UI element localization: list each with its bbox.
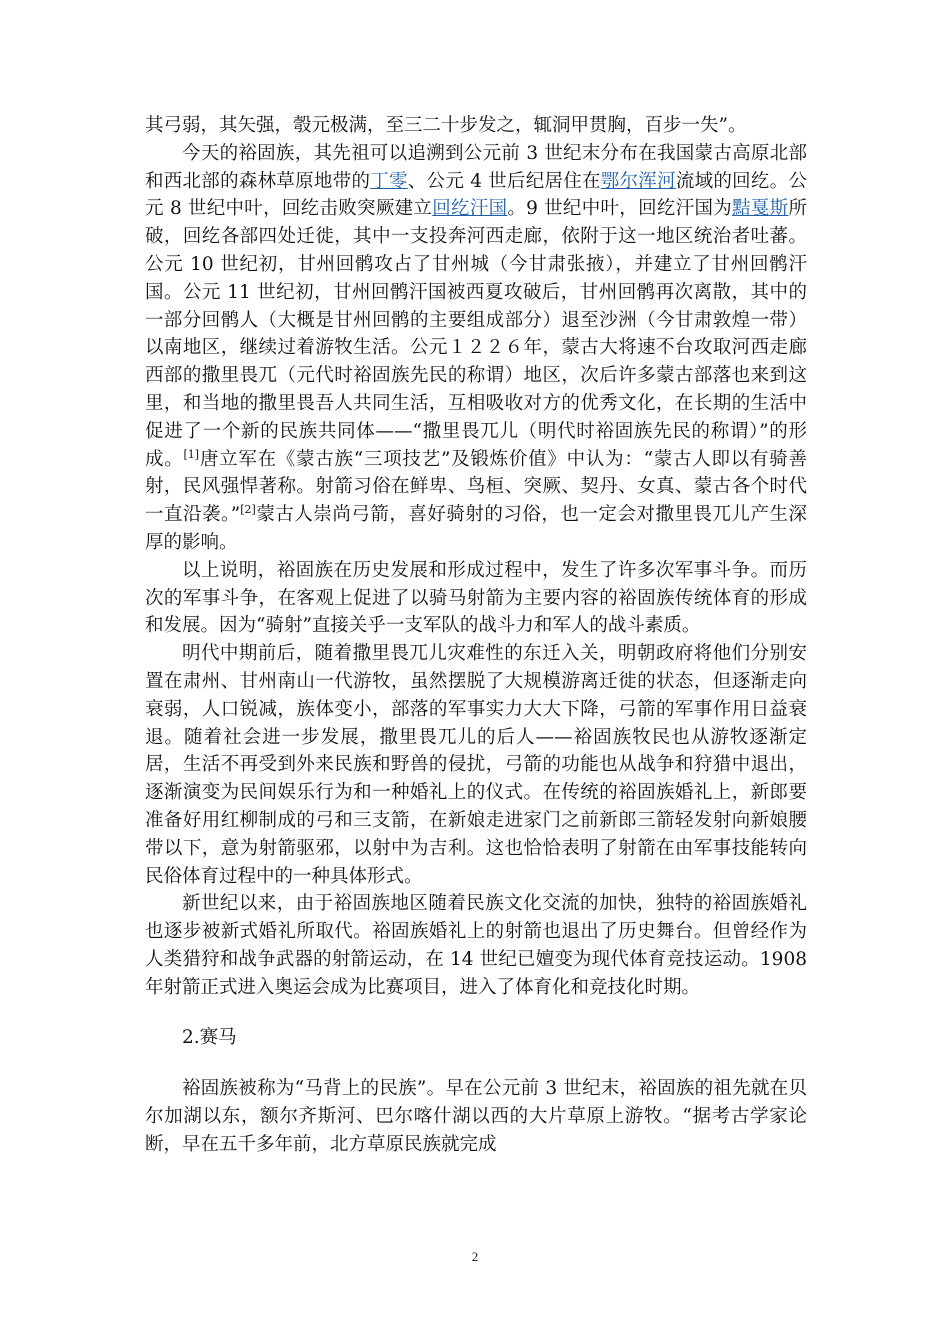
- link-uyghur-khaganate[interactable]: 回纥汗国: [432, 198, 508, 220]
- footnote-ref-2: [2]: [240, 503, 256, 516]
- paragraph-5: 新世纪以来，由于裕固族地区随着民族文化交流的加快，独特的裕固族婚礼也逐步被新式婚礼所取代。裕固族婚礼上的射箭也退出了历史舞台。但曾经作为人类猎狩和战争武器的射箭运动，在 14 世纪已嬗变为现代体育竞技运动。1908 年射箭正式进入奥运会成为比赛项目，进入了体育化和竞技化时期。: [145, 893, 807, 998]
- paragraph-2-text-5: 所破，回纥各部四处迁徙，其中一支投奔河西走廊，依附于这一地区统治者吐蕃。公元 10 世纪初，甘州回鹘攻占了甘州城（今甘肃张掖），并建立了甘州回鹘汗国。公元 11 世纪初，甘州回鹘汗国被西夏攻破后，甘州回鹘再次离散，其中的一部分回鹘人（大概是甘州回鹘的主要组成部分）退至沙洲（今甘肃敦煌一带）以南地区，继续过着游牧生活。公元１２２６年，蒙古大将速不台攻取河西走廊西部的撒里畏兀（元代时裕固族先民的称谓）地区，次后许多蒙古部落也来到这里，和当地的撒里畏吾人共同生活，互相吸收对方的优秀文化，在长期的生活中促进了一个新的民族共同体——“撒里畏兀儿（明代时裕固族先民的称谓）”的形成。: [145, 198, 807, 470]
- paragraph-1: 其弓弱，其矢强，彀元极满，至三二十步发之，辄洞甲贯胸，百步一失”。: [145, 115, 747, 136]
- footnote-ref-1: [1]: [183, 447, 200, 461]
- paragraph-2-text-1: 今天的裕固族，其先祖可以追溯到公元前 3 世纪末分布在我国蒙古高原北部和西北部的森林草原地带的: [145, 142, 807, 192]
- page-number: 2: [471, 1249, 479, 1264]
- paragraph-2-text-4: 。9 世纪中叶，回纥汗国为: [507, 198, 733, 220]
- paragraph-3: 以上说明，裕固族在历史发展和形成过程中，发生了许多次军事斗争。而历次的军事斗争，在客观上促进了以骑马射箭为主要内容的裕固族传统体育的形成和发展。因为“骑射”直接关乎一支军队的战斗力和军人的战斗素质。: [145, 559, 807, 637]
- paragraph-2-text-2: 、公元 4 世后纪居住在: [407, 170, 601, 192]
- paragraph-2-text-7: 蒙古人崇尚弓箭，喜好骑射的习俗，也一定会对撒里畏兀儿产生深厚的影响。: [145, 504, 807, 553]
- section-heading: 2.赛马: [182, 1026, 237, 1048]
- paragraph-4: 明代中期前后，随着撒里畏兀儿灾难性的东迁入关，明朝政府将他们分别安置在肃州、甘州南山一代游牧，虽然摆脱了大规模游离迁徙的状态，但逐渐走向衰弱，人口锐减，族体变小，部落的军事实力大大下降，弓箭的军事作用日益衰退。随着社会进一步发展，撒里畏兀儿的后人——裕固族牧民也从游牧逐渐定居，生活不再受到外来民族和野兽的侵扰，弓箭的功能也从战争和狩猎中退出，逐渐演变为民间娱乐行为和一种婚礼上的仪式。在传统的裕固族婚礼上，新郎要准备好用红柳制成的弓和三支箭，在新娘走进家门之前新郎三箭轻发射向新娘腰带以下，意为射箭驱邪，以射中为吉利。这也恰恰表明了射箭在由军事技能转向民俗体育过程中的一种具体形式。: [145, 643, 807, 887]
- document-body: [145, 112, 807, 1159]
- paragraph-2: [145, 140, 807, 557]
- paragraph-2-text-3: 流域的回纥。公元 8 世纪中叶，回纥击败突厥建立: [145, 170, 807, 220]
- link-dingling[interactable]: 丁零: [370, 170, 408, 192]
- paragraph-6: 裕固族被称为“马背上的民族”。早在公元前 3 世纪末，裕固族的祖先就在贝尔加湖以东，额尔齐斯河、巴尔喀什湖以西的大片草原上游牧。“据考古学家论断，早在五千多年前，北方草原民族就完成: [145, 1078, 807, 1155]
- link-orkhon-river[interactable]: 鄂尔浑河: [600, 170, 676, 192]
- paragraph-2-text-6: 唐立军在《蒙古族“三项技艺”及锻炼价值》中认为：“蒙古人即以有骑善射，民风强悍著称。射箭习俗在鲜卑、鸟桓、突厥、契丹、女真、蒙古各个时代一直沿袭。”: [145, 448, 807, 526]
- link-kyrgyz[interactable]: 黠戛斯: [732, 198, 789, 220]
